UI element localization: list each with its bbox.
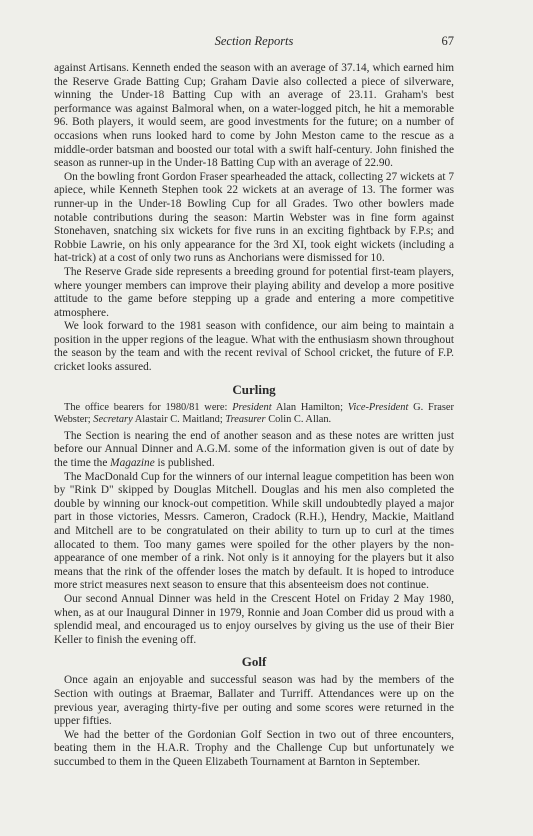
curling-heading: Curling bbox=[232, 381, 276, 397]
vice-president-name: G. Fraser Webster; bbox=[54, 401, 455, 426]
president-label: President bbox=[232, 401, 272, 413]
golf-heading: Golf bbox=[241, 654, 267, 670]
curling-office-bearers bbox=[54, 402, 454, 427]
cricket-paragraph-1: against Artisans. Kenneth ended the season with an average of 37.14, which earned him the Reserve Grade Batting Cup; Graham Davie also collected a piece of silverware, winning the Under-18 Batting Cup with an average of 23.11. Graham's best performance was against Balmoral when, on a water-logged pitch, he hit a memorable 96. Both players, it would seem, are good investments for the future; on a number of occasions when runs looked hard to come by John Meston came to the rescue as a middle-order batsman and boosted our total with a swift half-century. John finished the season as runner-up in the Under-18 Batting Cup with an average of 22.90. bbox=[54, 62, 454, 170]
cricket-paragraph-4: We look forward to the 1981 season with confidence, our aim being to maintain a position in the upper regions of the league. What with the enthusiasm shown throughout the season by the team and with the recent revival of School cricket, the future of F.P. cricket looks assured. bbox=[54, 320, 454, 374]
golf-paragraph-1: Once again an enjoyable and successful season was had by the members of the Section with outings at Braemar, Ballater and Turriff. Attendances were up on the previous year, averaging thirty-five per outing and some scores were returned in the upper fifties. bbox=[54, 674, 454, 728]
cricket-section bbox=[54, 62, 454, 375]
curling-section bbox=[54, 382, 454, 648]
golf-paragraph-2: We had the better of the Gordonian Golf Section in two out of three encounters, beating them in the H.A.R. Trophy and the Challenge Cup but unfortunately we succumbed to them in the Queen Elizabeth Tournament at Barnton in September. bbox=[54, 728, 454, 768]
curling-p1-before: The Section is nearing the end of another season and as these notes are written just before our Annual Dinner and A.G.M. some of the information given is out of date by the time the bbox=[54, 429, 454, 470]
cricket-paragraph-3: The Reserve Grade side represents a breeding ground for potential first-team players, where younger members can improve their playing ability and develop a more positive attitude to the game before stepping up a grade and entering a more competitive atmosphere. bbox=[54, 265, 454, 319]
running-header bbox=[54, 34, 454, 52]
golf-section bbox=[54, 654, 454, 769]
office-intro: The office bearers for 1980/81 were: bbox=[64, 401, 233, 413]
page bbox=[54, 34, 454, 770]
curling-paragraph-1 bbox=[54, 430, 454, 471]
curling-p1-after: is published. bbox=[154, 457, 215, 470]
running-title: Section Reports bbox=[214, 34, 294, 48]
curling-paragraph-2: The MacDonald Cup for the winners of our internal league competition has been won by "Rink D" skipped by Douglas Mitchell. Douglas and his men also completed the double by winning our knock-out competition. While skill undoubtedly played a major part in those victories, Messrs. Cameron, Cradock (R.H.), Hendry, Mackie, Maitland and Mitchell are to be congratulated on their ability to turn up to curl at the times allocated to them. Too many games were spoiled for the other players by the non-appearance of one member of a rink. Not only is it annoying for the players but it also means that the rink of the offender loses the match by default. It is hoped to introduce more strict measures next season to ensure that this absenteeism does not continue. bbox=[54, 470, 454, 592]
treasurer-label: Treasurer bbox=[225, 414, 266, 426]
secretary-name: Alastair C. Maitland; bbox=[132, 414, 226, 426]
vice-president-label: Vice-President bbox=[347, 401, 409, 413]
page-number: 67 bbox=[441, 34, 454, 48]
magazine-title: Magazine bbox=[110, 457, 155, 470]
curling-paragraph-3: Our second Annual Dinner was held in the Crescent Hotel on Friday 2 May 1980, when, as at our Inaugural Dinner in 1979, Ronnie and Joan Comber did us proud with a splendid meal, and encouraged us to enjoy ourselves by giving us the use of their Bier Keller to finish the evening off. bbox=[54, 592, 454, 646]
cricket-paragraph-2: On the bowling front Gordon Fraser spearheaded the attack, collecting 27 wickets at 7 apiece, while Kenneth Stephen took 22 wickets at an average of 13. The former was runner-up in the Under-18 Bowling Cup for all Grades. Two other bowlers made notable contributions during the season: Martin Webster was in fine form against Stonehaven, snatching six wickets for five runs in an exciting fightback by F.P.s; and Robbie Lawrie, on his only appearance for the 3rd XI, took eight wickets (including a hat-trick) at a cost of only two runs as Anchorians were dismissed for 10. bbox=[54, 170, 454, 265]
secretary-label: Secretary bbox=[93, 414, 133, 426]
president-name: Alan Hamilton; bbox=[271, 401, 348, 413]
treasurer-name: Colin C. Allan. bbox=[265, 414, 332, 426]
